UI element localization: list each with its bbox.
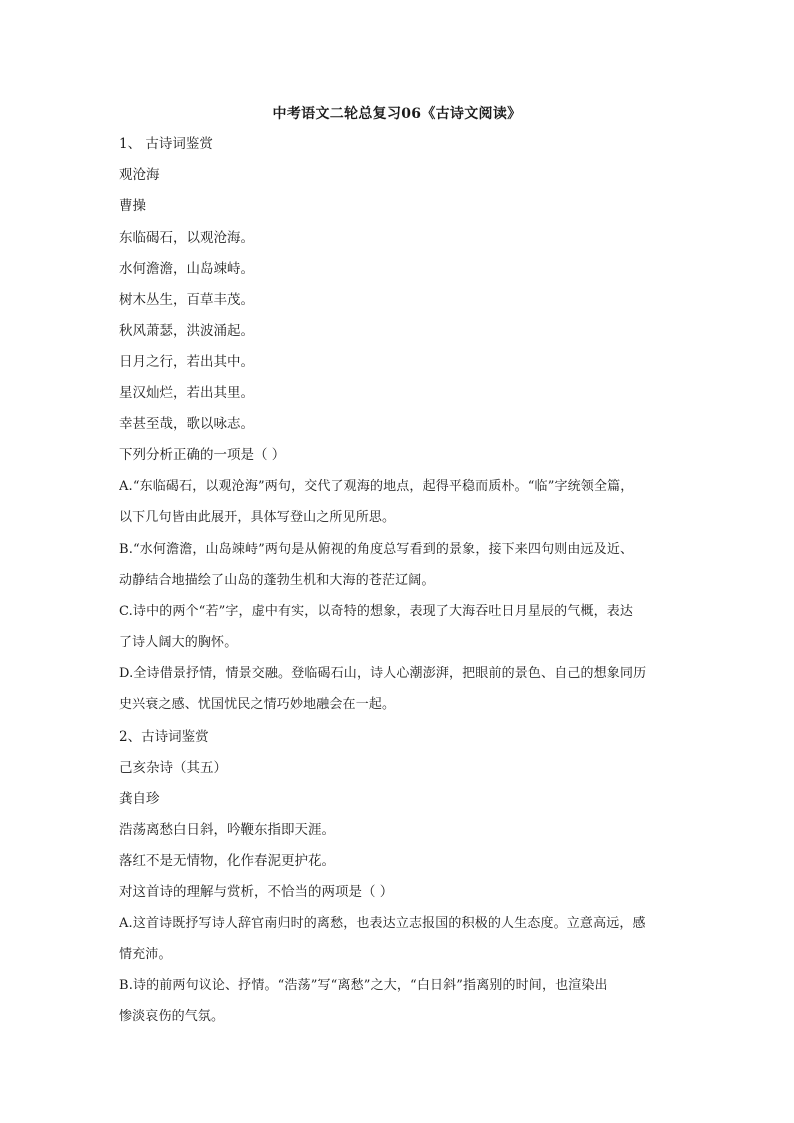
question1-stem: 下列分析正确的一项是（ ） — [119, 447, 286, 463]
document-title: 中考语文二轮总复习06《古诗文阅读》 — [272, 106, 522, 122]
question2-option-b: B.诗的前两句议论、抒情。“浩荡”写“离愁”之大，“白日斜”指离别的时间，也渲染出 — [119, 978, 608, 993]
poem1-line: 东临碣石，以观沧海。 — [119, 230, 254, 246]
poem1-title: 观沧海 — [119, 167, 160, 183]
poem1-line: 水何澹澹，山岛竦峙。 — [119, 261, 254, 277]
question2-stem: 对这首诗的理解与赏析，不恰当的两项是（ ） — [119, 884, 394, 900]
question1-option-d-cont: 史兴衰之感、忧国忧民之情巧妙地融会在一起。 — [119, 697, 396, 712]
section2-heading: 2、古诗词鉴赏 — [119, 729, 209, 745]
question2-option-a-cont: 情充沛。 — [119, 947, 172, 962]
poem2-line: 浩荡离愁白日斜，吟鞭东指即天涯。 — [119, 822, 335, 838]
question1-option-a-cont: 以下几句皆由此展开，具体写登山之所见所思。 — [119, 510, 396, 525]
section1-heading: 1、 古诗词鉴赏 — [119, 136, 213, 152]
poem1-line: 幸甚至哉，歌以咏志。 — [119, 416, 254, 432]
poem1-line: 日月之行，若出其中。 — [119, 354, 254, 370]
poem1-line: 秋风萧瑟，洪波涌起。 — [119, 323, 254, 339]
question1-option-b-cont: 动静结合地描绘了山岛的蓬勃生机和大海的苍茫辽阔。 — [119, 573, 435, 588]
poem1-line: 星汉灿烂，若出其里。 — [119, 385, 254, 401]
question1-option-a: A.“东临碣石，以观沧海”两句，交代了观海的地点，起得平稳而质朴。“临”字统领全篇， — [119, 479, 634, 494]
poem2-author: 龚自珍 — [119, 791, 160, 807]
question2-option-a: A.这首诗既抒写诗人辞官南归时的离愁，也表达立志报国的积极的人生态度。立意高远，感 — [119, 916, 646, 931]
poem2-title: 己亥杂诗（其五） — [119, 760, 227, 776]
question2-option-b-cont: 惨淡哀伤的气氛。 — [119, 1009, 225, 1024]
poem1-author: 曹操 — [119, 198, 146, 214]
question1-option-c-cont: 了诗人阔大的胸怀。 — [119, 635, 238, 650]
poem2-line: 落红不是无情物，化作春泥更护花。 — [119, 853, 335, 869]
question1-option-c: C.诗中的两个“若”字，虚中有实，以奇特的想象，表现了大海吞吐日月星辰的气概，表达 — [119, 604, 634, 619]
question1-option-b: B.“水何澹澹，山岛竦峙”两句是从俯视的角度总写看到的景象，接下来四句则由远及近、 — [119, 542, 634, 557]
poem1-line: 树木丛生，百草丰茂。 — [119, 292, 254, 308]
question1-option-d: D.全诗借景抒情，情景交融。登临碣石山，诗人心潮澎湃，把眼前的景色、自己的想象同历 — [119, 666, 647, 681]
